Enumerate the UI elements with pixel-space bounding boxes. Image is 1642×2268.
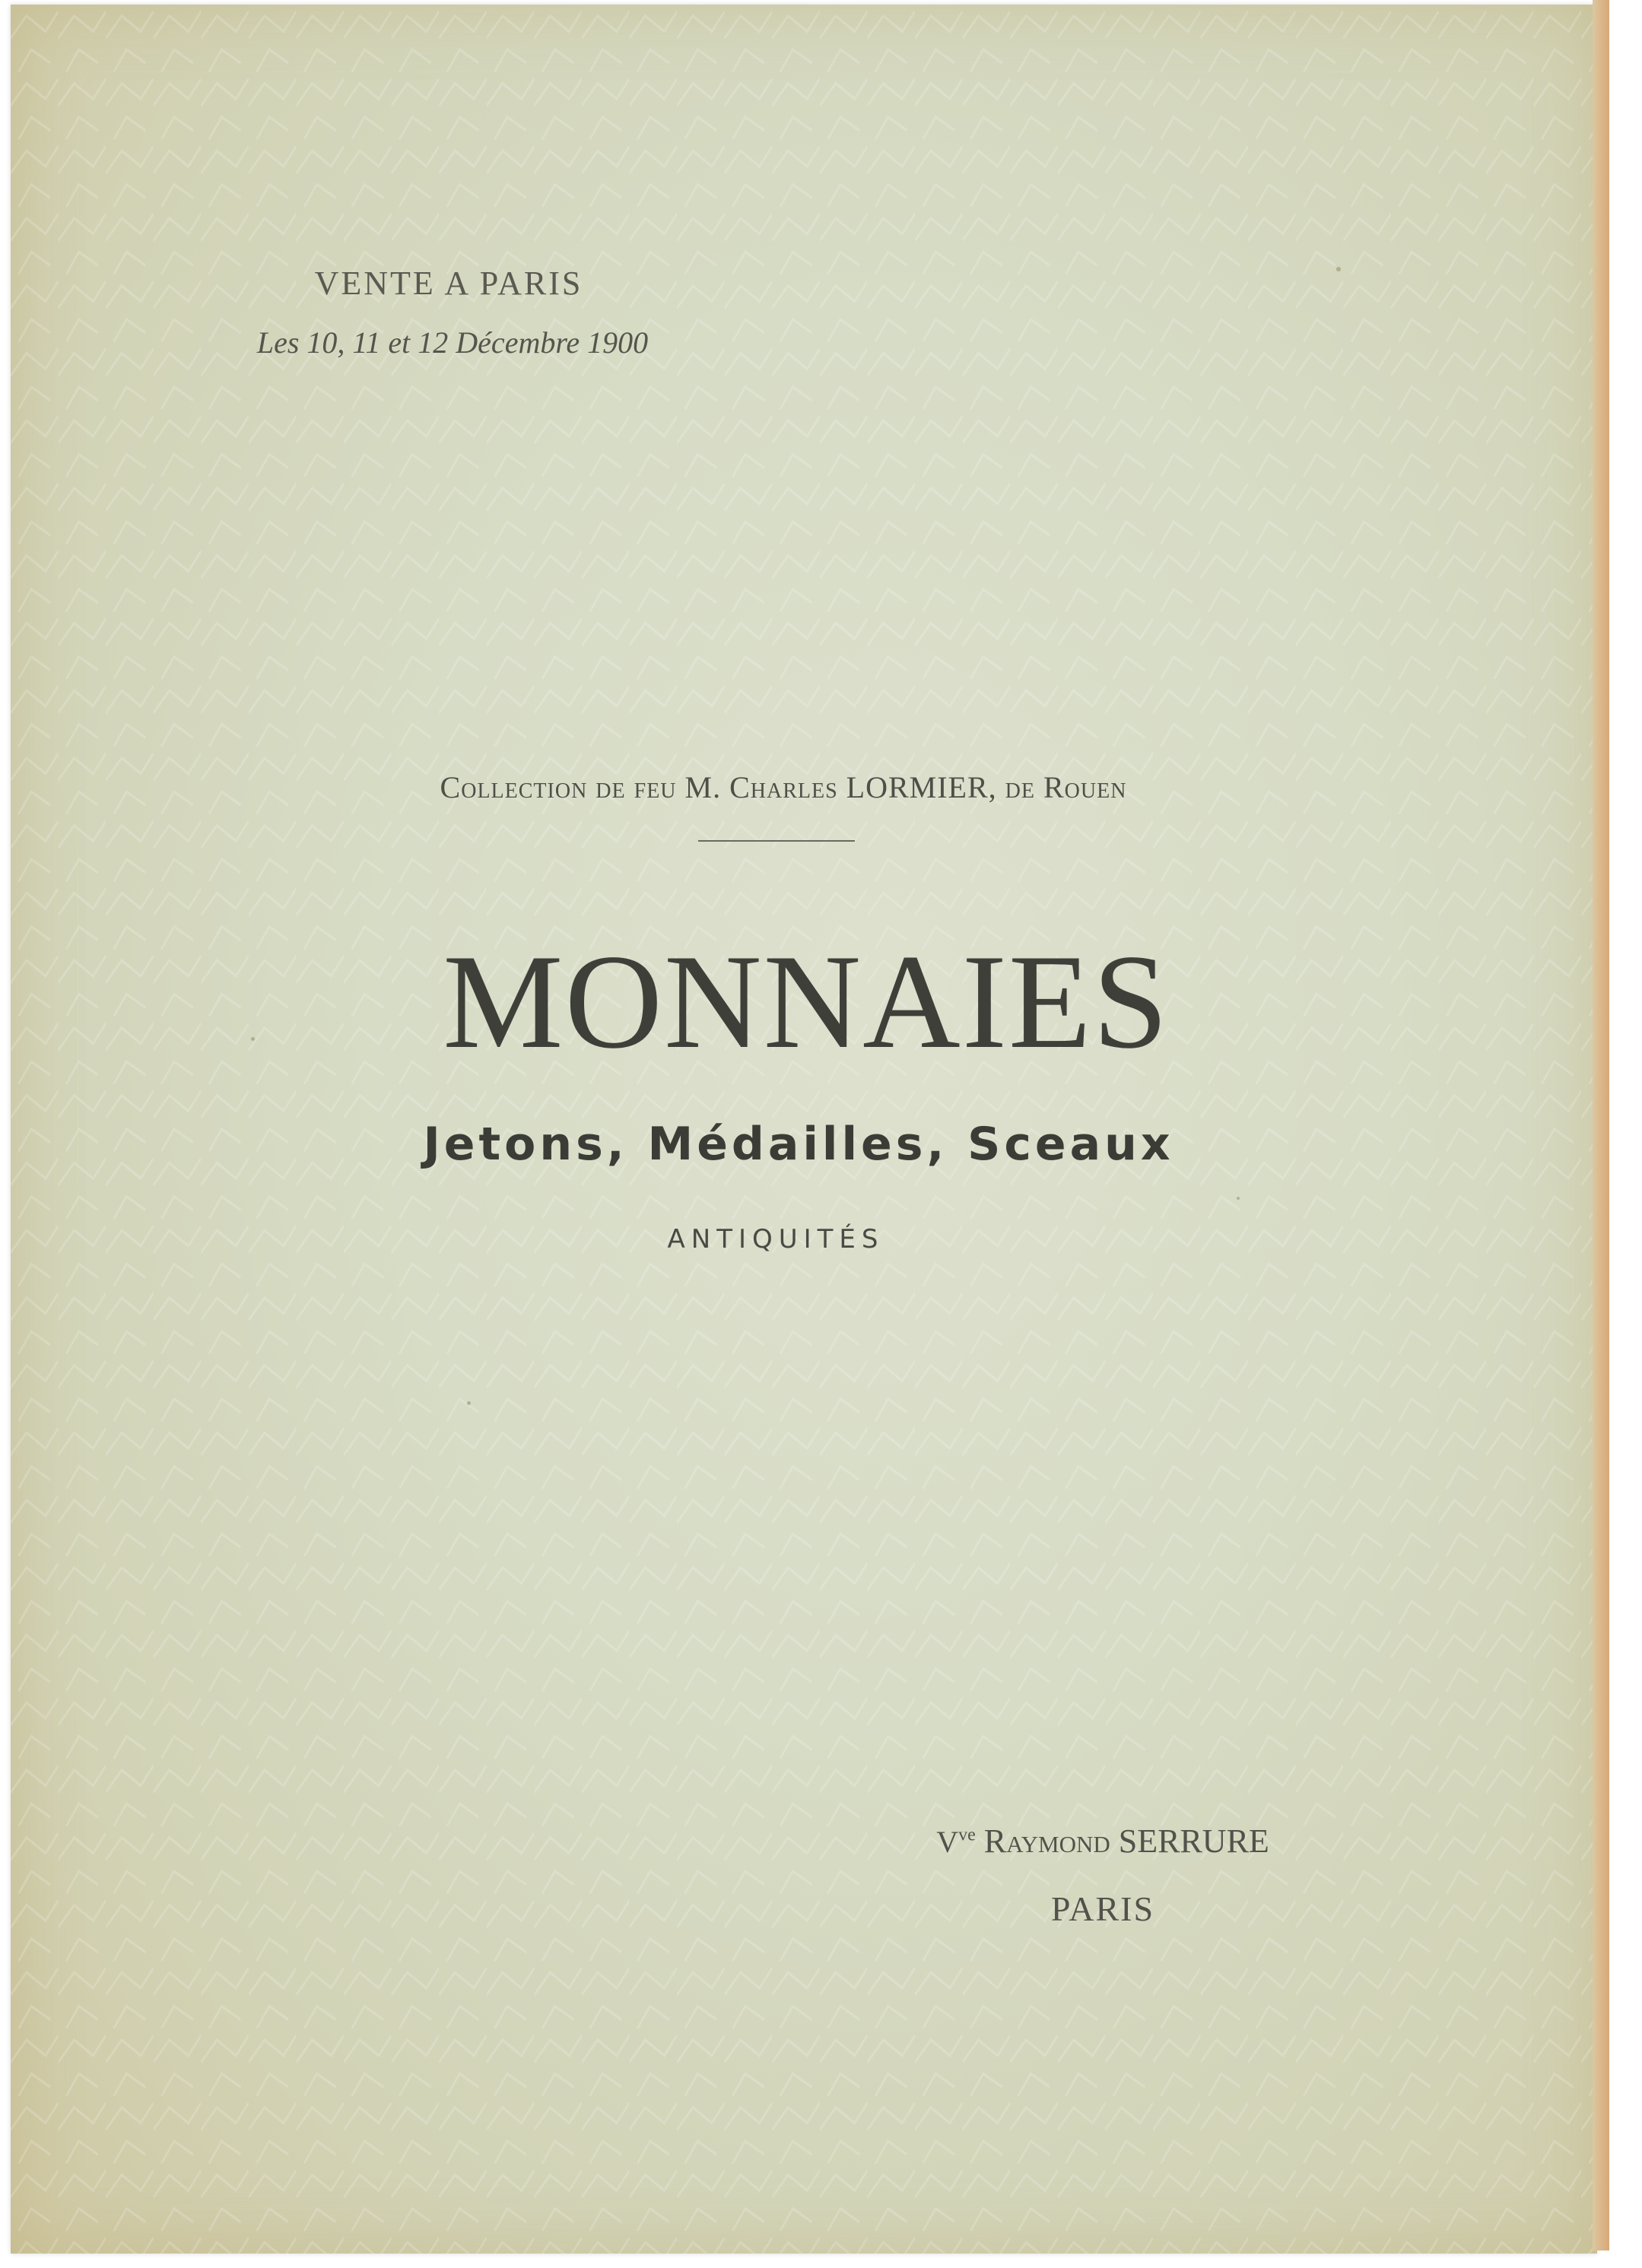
page-edge [1593,0,1609,2251]
publisher-city: PARIS [1050,1889,1155,1928]
main-title: MONNAIES [443,926,1170,1077]
sale-location: VENTE A PARIS [314,265,583,302]
collection-line: Collection de feu M. Charles LORMIER, de Rouen [440,770,1127,804]
publisher-surname: SERRURE [1118,1822,1269,1860]
publisher-widow-suffix: ve [958,1825,976,1845]
publisher-first-name: Raymond [983,1822,1110,1860]
subtitle: Jetons, Médailles, Sceaux [423,1118,1174,1171]
paper-speck [251,1037,255,1041]
title-divider [698,840,855,842]
publisher-widow-abbrev: V [936,1825,959,1859]
sale-dates: Les 10, 11 et 12 Décembre 1900 [256,325,649,360]
publisher [890,1822,1316,1860]
paper-speck [1237,1197,1240,1200]
paper-speck [1336,267,1341,271]
paper-speck [467,1401,471,1405]
antiquities-label: ANTIQUITÉS [667,1224,885,1255]
